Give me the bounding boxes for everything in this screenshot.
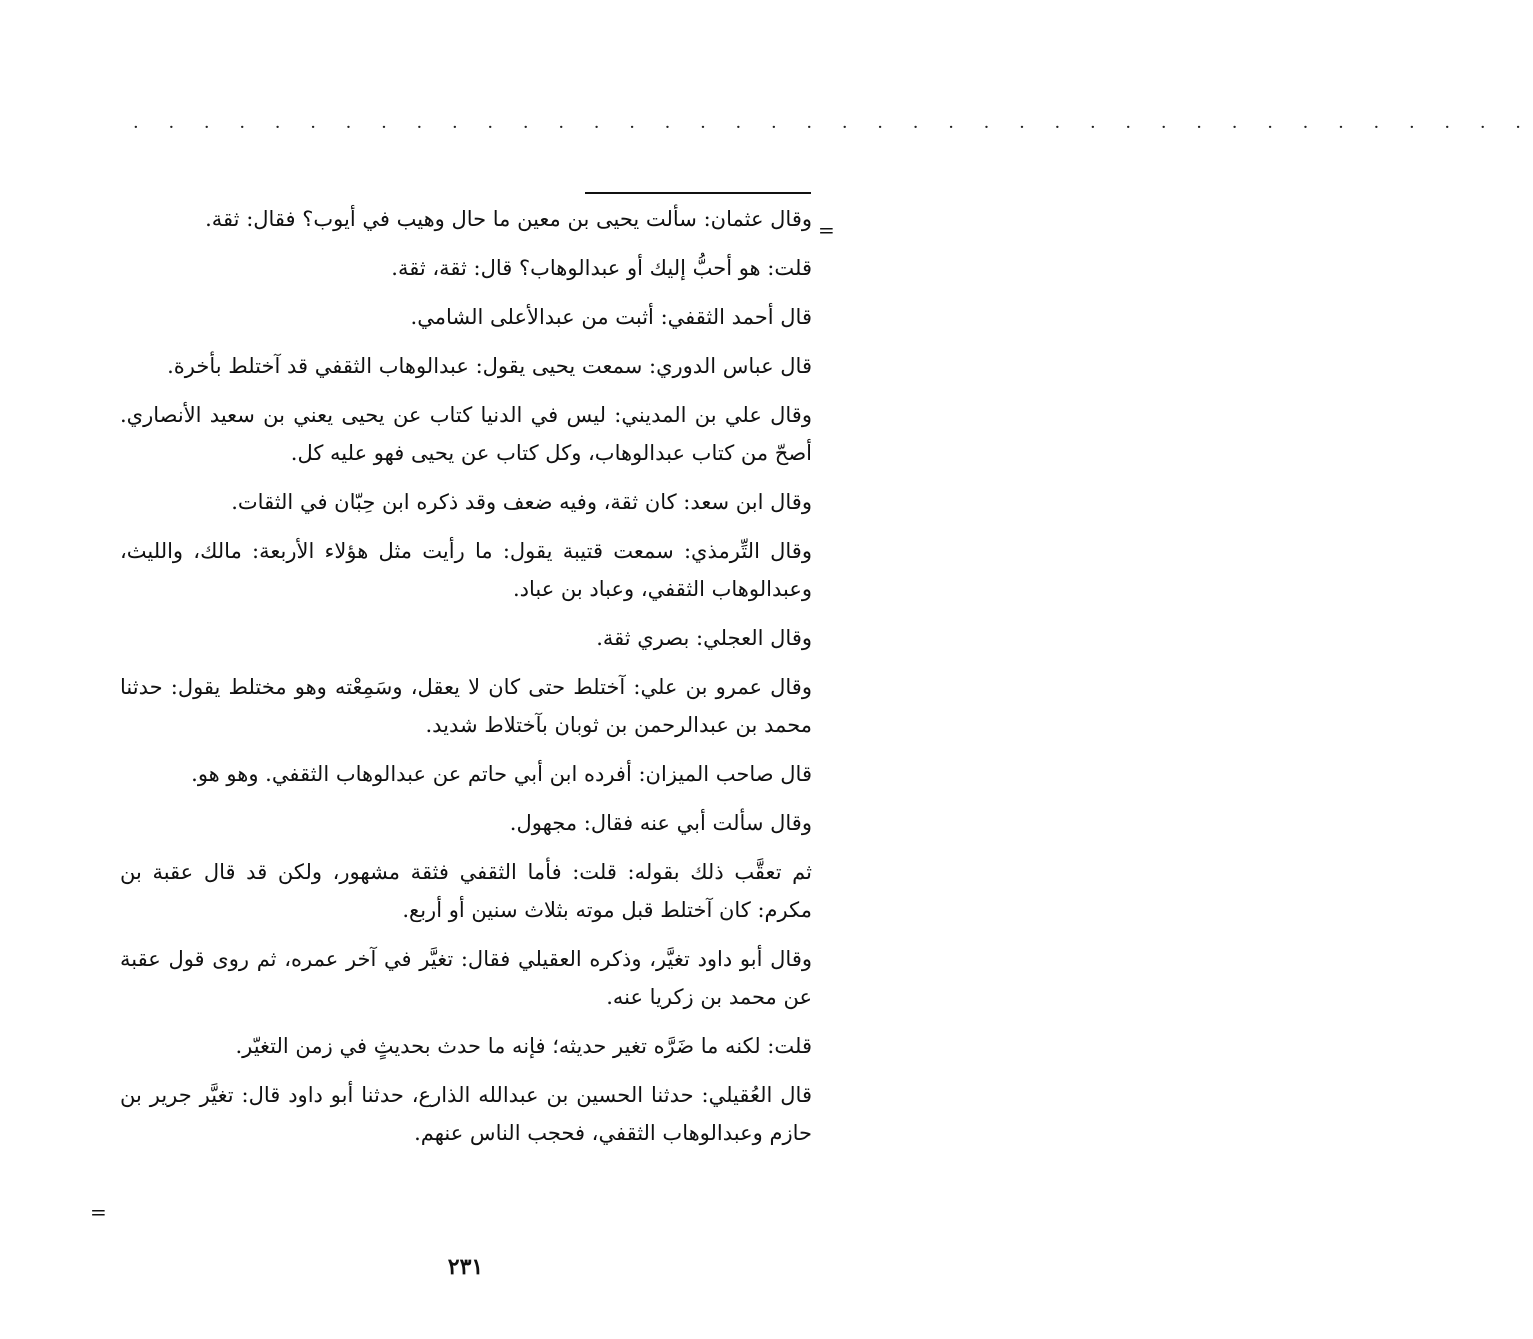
dotted-separator: · · · · · · · · · · · · · · · · · · · · · · · · · · · · · · · · · · · · · · · · bbox=[133, 117, 1533, 138]
paragraph-13: وقال أبو داود تغيَّر، وذكره العقيلي فقال: تغيَّر في آخر عمره، ثم روى قول عقبة عن محمد بن زكريا عنه. bbox=[120, 947, 812, 1009]
main-text bbox=[120, 200, 812, 1163]
paragraph-11: وقال سألت أبي عنه فقال: مجهول. bbox=[509, 811, 812, 835]
paragraph-1: وقال عثمان: سألت يحيى بن معين ما حال وهيب في أيوب؟ فقال: ثقة. bbox=[205, 207, 812, 231]
paragraph-6: وقال ابن سعد: كان ثقة، وفيه ضعف وقد ذكره ابن حِبّان في الثقات. bbox=[231, 490, 812, 514]
paragraph-5: وقال علي بن المديني: ليس في الدنيا كتاب عن يحيى يعني بن سعيد الأنصاري. أصحّ من كتاب عبدالوهاب، وكل كتاب عن يحيى فهو عليه كل. bbox=[120, 403, 812, 465]
paragraph-10: قال صاحب الميزان: أفرده ابن أبي حاتم عن عبدالوهاب الثقفي. وهو هو. bbox=[191, 762, 812, 786]
paragraph-9: وقال عمرو بن علي: آختلط حتى كان لا يعقل، وسَمِعْته وهو مختلط يقول: حدثنا محمد بن عبدالرحمن بن ثوبان بآختلاط شديد. bbox=[120, 675, 812, 737]
page-number: ٢٣١ bbox=[447, 1254, 484, 1280]
paragraph-4: قال عباس الدوري: سمعت يحيى يقول: عبدالوهاب الثقفي قد آختلط بأخرة. bbox=[167, 354, 812, 378]
paragraph-7: وقال التِّرمذي: سمعت قتيبة يقول: ما رأيت مثل هؤلاء الأربعة: مالك، والليث، وعبدالوهاب الثقفي، وعباد بن عباد. bbox=[120, 539, 812, 601]
continuation-marker-bottom: = bbox=[90, 1200, 107, 1224]
paragraph-8: وقال العجلي: بصري ثقة. bbox=[596, 626, 812, 650]
footnote-rule bbox=[585, 192, 811, 194]
paragraph-15: قال العُقيلي: حدثنا الحسين بن عبدالله الذارع، حدثنا أبو داود قال: تغيَّر جرير بن حازم وعبدالوهاب الثقفي، فحجب الناس عنهم. bbox=[120, 1083, 812, 1145]
paragraph-3: قال أحمد الثقفي: أثبت من عبدالأعلى الشامي. bbox=[410, 305, 812, 329]
paragraph-2: قلت: هو أحبُّ إليك أو عبدالوهاب؟ قال: ثقة، ثقة. bbox=[391, 256, 812, 280]
continuation-marker-top: = bbox=[818, 218, 835, 242]
paragraph-14: قلت: لكنه ما ضَرَّه تغير حديثه؛ فإنه ما حدث بحديثٍ في زمن التغيّر. bbox=[235, 1034, 812, 1058]
paragraph-12: ثم تعقَّب ذلك بقوله: قلت: فأما الثقفي فثقة مشهور، ولكن قد قال عقبة بن مكرم: كان آختلط قبل موته بثلاث سنين أو أربع. bbox=[120, 860, 812, 922]
